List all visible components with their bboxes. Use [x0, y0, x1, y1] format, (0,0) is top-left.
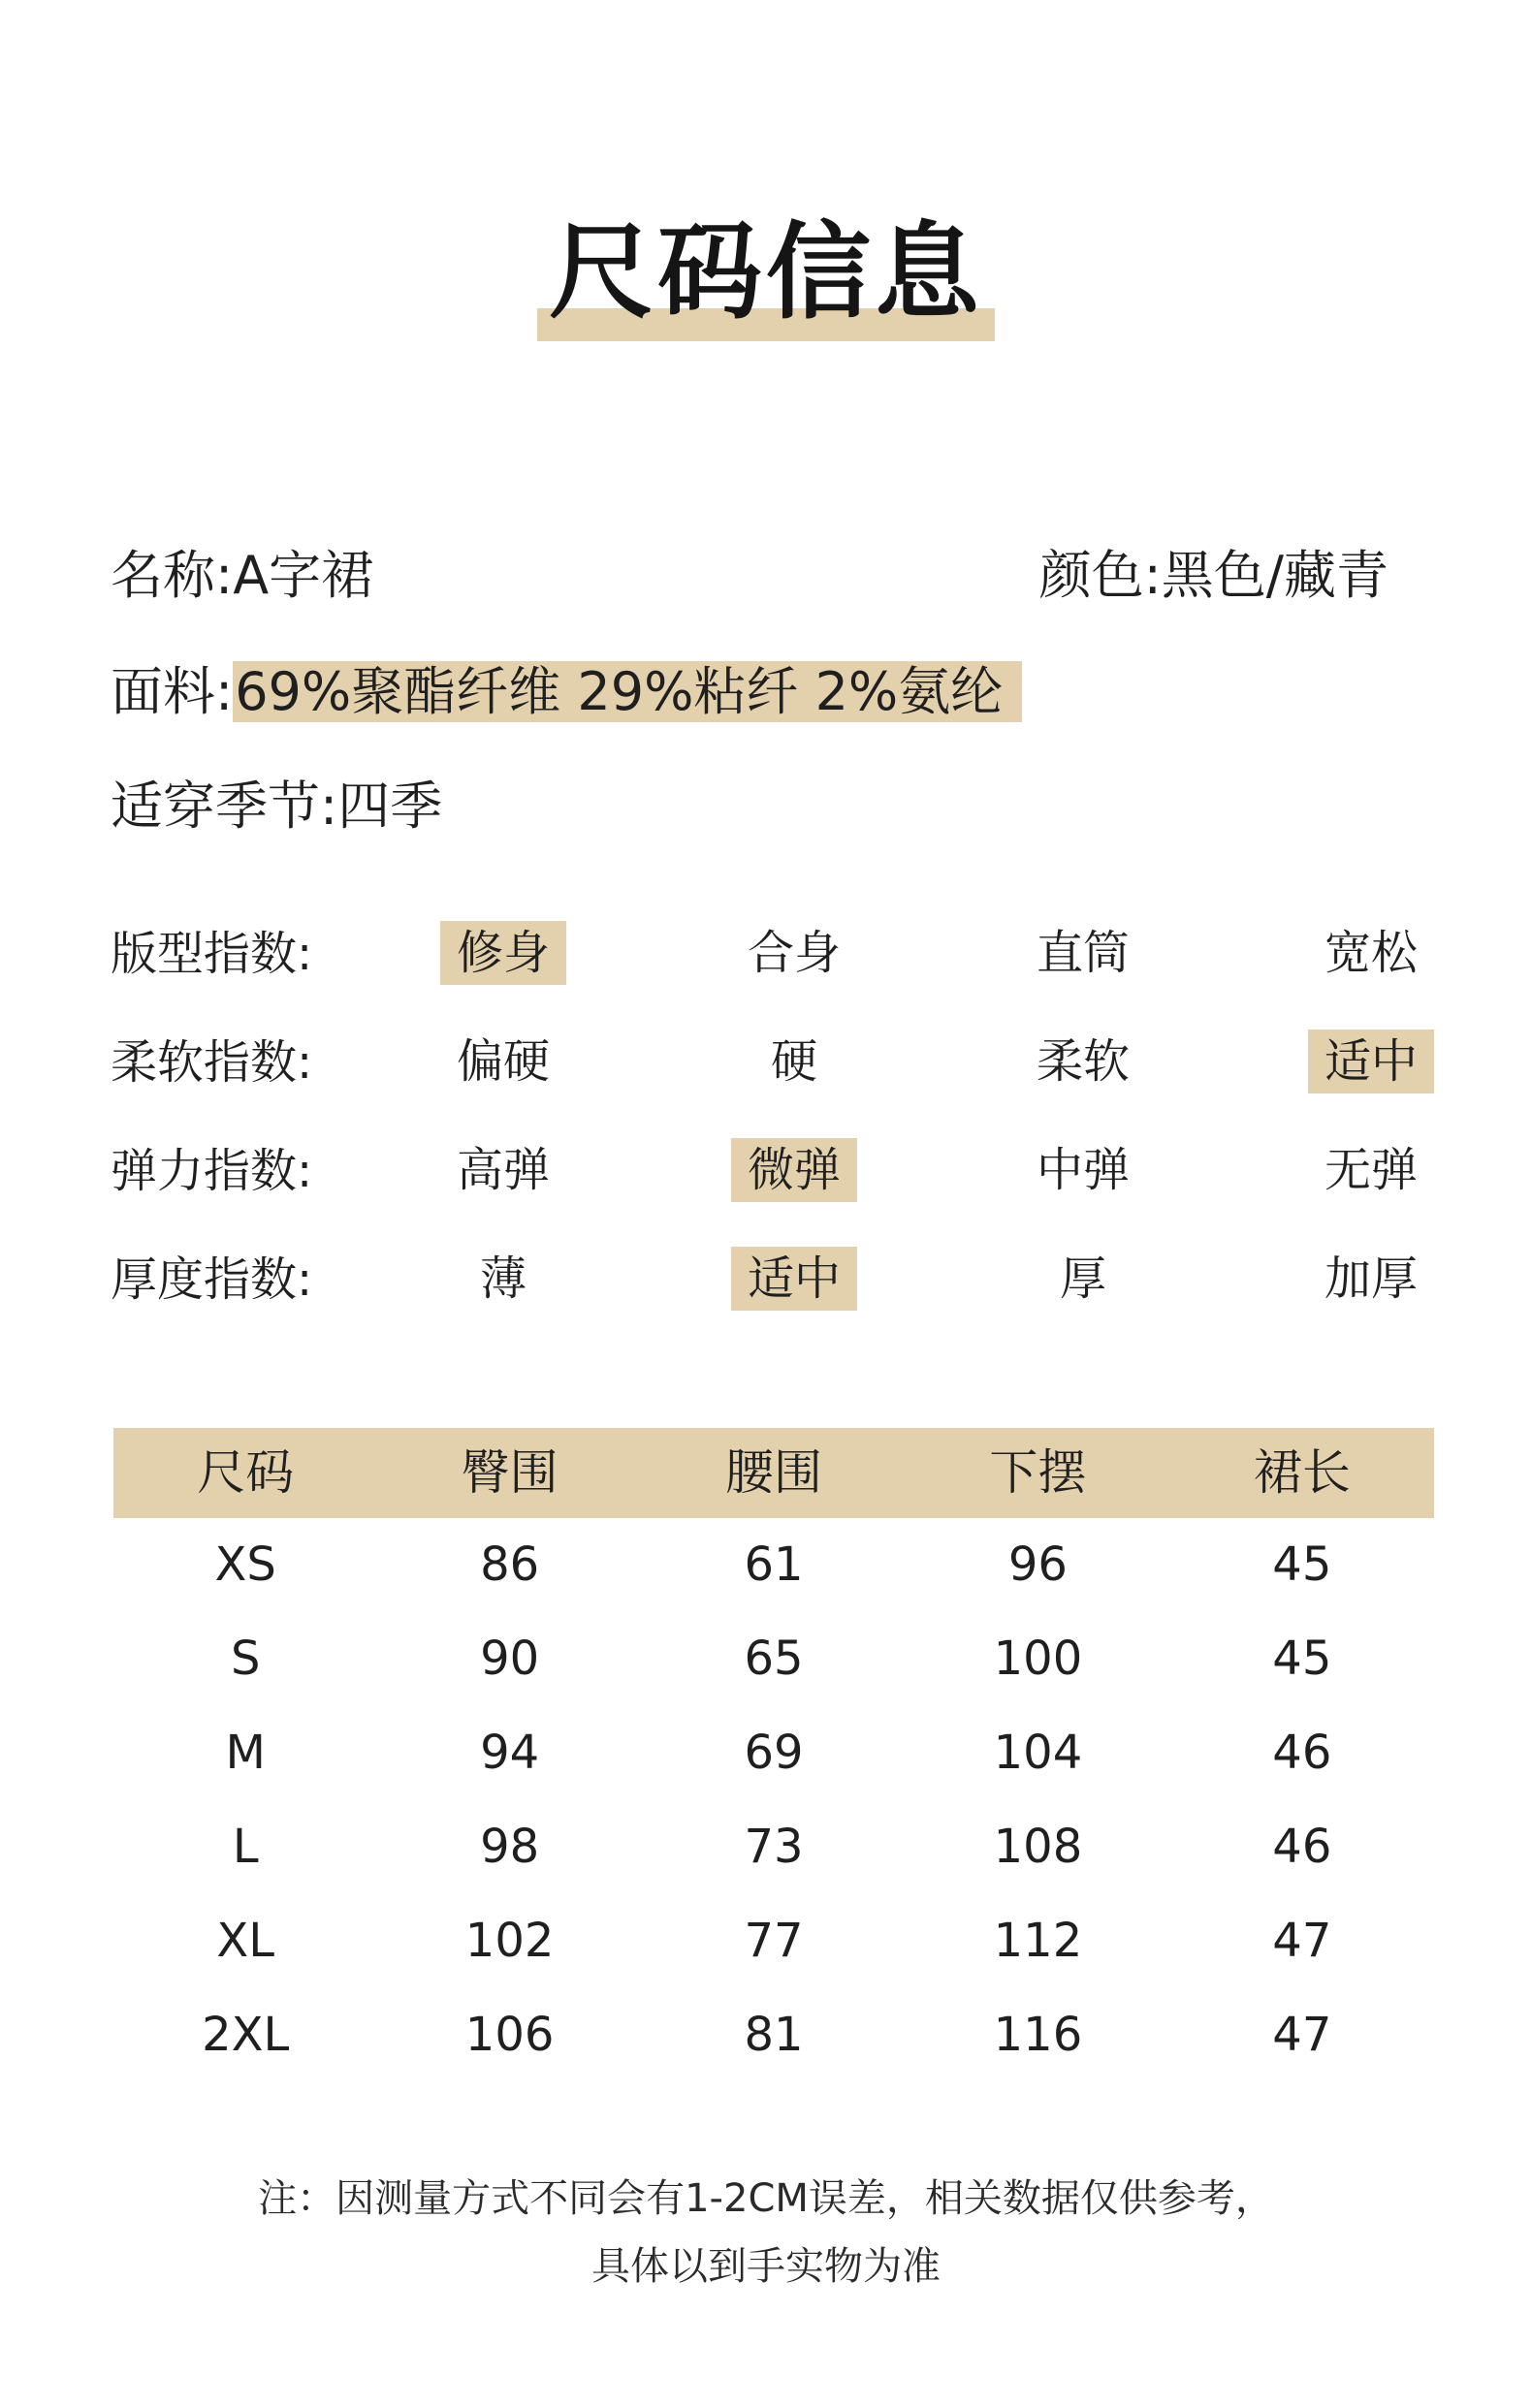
table-cell: M	[225, 1726, 266, 1780]
table-cell: 94	[480, 1726, 540, 1780]
table-row	[113, 1894, 1434, 1988]
index-option: 合身	[747, 926, 841, 980]
index-row	[111, 1247, 1435, 1313]
table-cell: XL	[216, 1914, 275, 1968]
note-line-1: 注：因测量方式不同会有1-2CM误差，相关数据仅供参考，	[258, 2176, 1274, 2221]
table-row	[113, 1706, 1434, 1800]
table-cell: 69	[744, 1726, 804, 1780]
table-cell: 46	[1272, 1820, 1332, 1874]
product-season: 适穿季节:四季	[111, 776, 443, 837]
table-cell: L	[232, 1820, 259, 1874]
index-option: 加厚	[1324, 1252, 1418, 1306]
index-option-selected: 修身	[440, 921, 566, 985]
index-row	[111, 1030, 1435, 1095]
index-option: 宽松	[1324, 926, 1418, 980]
table-cell: 86	[480, 1537, 540, 1592]
table-cell: 45	[1272, 1632, 1332, 1686]
index-option: 薄	[479, 1252, 527, 1306]
size-table-header	[113, 1428, 1434, 1518]
index-option-selected: 微弹	[731, 1138, 857, 1202]
index-row	[111, 1138, 1435, 1204]
table-cell: 112	[993, 1914, 1083, 1968]
table-cell: 90	[480, 1632, 540, 1686]
table-row	[113, 1612, 1434, 1706]
index-row	[111, 921, 1435, 987]
index-option: 硬	[770, 1034, 817, 1089]
table-cell: 61	[744, 1537, 804, 1592]
table-cell: S	[230, 1632, 261, 1686]
page-title-text: 尺码信息	[548, 212, 983, 333]
table-cell: XS	[214, 1537, 276, 1592]
table-cell: 102	[464, 1914, 555, 1968]
title-section	[0, 212, 1532, 333]
table-cell: 47	[1272, 2008, 1332, 2062]
product-name: 名称:A字裙	[111, 545, 374, 606]
table-cell: 106	[464, 2008, 555, 2062]
table-row	[113, 1518, 1434, 1612]
table-cell: 100	[993, 1632, 1083, 1686]
product-fabric	[111, 657, 1022, 727]
table-cell: 65	[744, 1632, 804, 1686]
table-cell: 45	[1272, 1537, 1332, 1592]
header-hem: 下摆	[989, 1444, 1087, 1501]
index-option: 无弹	[1324, 1143, 1418, 1197]
index-option-selected: 适中	[731, 1247, 857, 1311]
table-cell: 98	[480, 1820, 540, 1874]
header-size: 尺码	[197, 1444, 295, 1501]
table-cell: 104	[993, 1726, 1083, 1780]
index-label: 版型指数:	[111, 927, 313, 981]
table-row	[113, 1988, 1434, 2082]
table-cell: 108	[993, 1820, 1083, 1874]
index-label: 柔软指数:	[111, 1035, 313, 1090]
header-waist: 腰围	[725, 1444, 823, 1501]
index-option: 厚	[1059, 1252, 1106, 1306]
index-option: 高弹	[456, 1143, 550, 1197]
header-hip: 臀围	[461, 1444, 559, 1501]
index-label: 弹力指数:	[111, 1144, 313, 1198]
size-table	[113, 1428, 1434, 2082]
index-option-selected: 适中	[1308, 1030, 1434, 1093]
product-color: 颜色:黑色/藏青	[1038, 545, 1388, 606]
table-cell: 46	[1272, 1726, 1332, 1780]
size-table-body	[113, 1518, 1434, 2082]
table-row	[113, 1800, 1434, 1894]
page-title	[537, 212, 995, 333]
header-length: 裙长	[1253, 1444, 1351, 1501]
table-cell: 116	[993, 2008, 1083, 2062]
fabric-label: 面料:	[111, 661, 234, 722]
table-cell: 73	[744, 1820, 804, 1874]
table-cell: 2XL	[202, 2008, 290, 2062]
table-cell: 81	[744, 2008, 804, 2062]
index-option: 柔软	[1036, 1034, 1130, 1089]
table-cell: 77	[744, 1914, 804, 1968]
table-cell: 96	[1007, 1537, 1068, 1592]
table-cell: 47	[1272, 1914, 1332, 1968]
index-label: 厚度指数:	[111, 1252, 313, 1307]
fabric-value: 69%聚酯纤维 29%粘纤 2%氨纶	[233, 661, 1022, 722]
index-option: 偏硬	[456, 1034, 550, 1089]
index-option: 中弹	[1036, 1143, 1130, 1197]
note-line-2: 具体以到手实物为准	[591, 2244, 941, 2289]
index-option: 直筒	[1036, 926, 1130, 980]
